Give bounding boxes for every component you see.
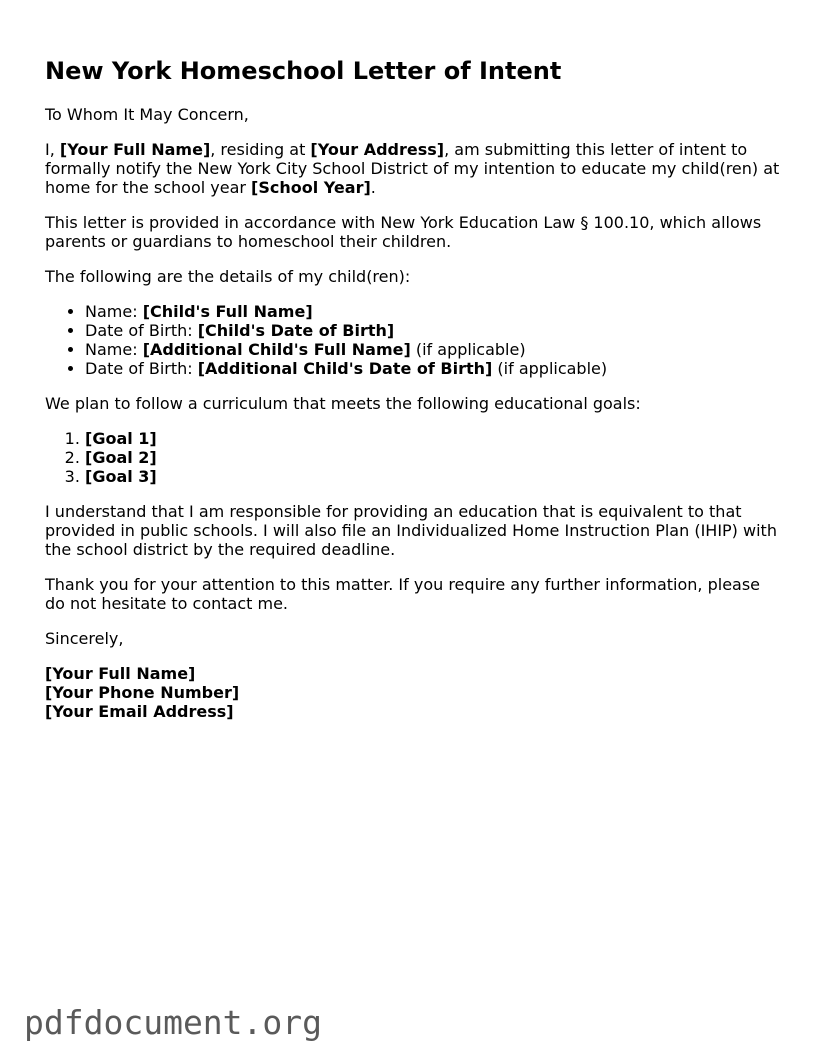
letter-page: [45, 56, 785, 721]
law-paragraph: This letter is provided in accordance with New York Education Law § 100.10, which allows parents or guardians to homeschool their children.: [45, 213, 762, 251]
child-value: [Child's Date of Birth]: [197, 321, 395, 340]
goal-value: [Goal 3]: [85, 467, 157, 486]
salutation: To Whom It May Concern,: [45, 105, 249, 124]
closing: Sincerely,: [45, 629, 124, 648]
list-item: [85, 467, 785, 486]
intro-text-4: .: [370, 178, 376, 197]
goals-intro: We plan to follow a curriculum that meets the following educational goals:: [45, 394, 641, 413]
list-item: [85, 340, 785, 359]
intro-text-2: , residing at: [210, 140, 311, 159]
responsibility-paragraph: I understand that I am responsible for providing an education that is equivalent to that provided in public schools. I will also file an Individualized Home Instruction Plan (IHIP) with the school district by the required deadline.: [45, 502, 777, 559]
child-suffix: (if applicable): [410, 340, 526, 359]
child-label: Date of Birth:: [85, 321, 198, 340]
children-list: [45, 302, 785, 378]
child-value: [Additional Child's Date of Birth]: [197, 359, 493, 378]
page-title: New York Homeschool Letter of Intent: [45, 57, 562, 85]
child-value: [Additional Child's Full Name]: [142, 340, 411, 359]
intro-text-3: , am submitting this letter of intent to formally notify the New York City School District of my intention to educate my child(ren) at home for the school year: [45, 140, 780, 197]
goal-value: [Goal 1]: [85, 429, 157, 448]
placeholder-school-year: [School Year]: [251, 178, 371, 197]
child-label: Name:: [85, 302, 143, 321]
intro-paragraph: [45, 140, 785, 197]
signature-block: [45, 664, 785, 721]
signature-name: [Your Full Name]: [45, 664, 196, 683]
child-value: [Child's Full Name]: [142, 302, 313, 321]
list-item: [85, 429, 785, 448]
child-label: Name:: [85, 340, 143, 359]
list-item: [85, 359, 785, 378]
intro-text-1: I,: [45, 140, 60, 159]
child-suffix: (if applicable): [492, 359, 608, 378]
list-item: [85, 448, 785, 467]
goals-list: [45, 429, 785, 486]
signature-email: [Your Email Address]: [45, 702, 234, 721]
placeholder-address: [Your Address]: [310, 140, 445, 159]
signature-phone: [Your Phone Number]: [45, 683, 240, 702]
placeholder-full-name: [Your Full Name]: [59, 140, 211, 159]
watermark: pdfdocument.org: [24, 1003, 323, 1042]
list-item: [85, 302, 785, 321]
list-item: [85, 321, 785, 340]
goal-value: [Goal 2]: [85, 448, 157, 467]
child-label: Date of Birth:: [85, 359, 198, 378]
thanks-paragraph: Thank you for your attention to this matter. If you require any further information, please do not hesitate to contact me.: [45, 575, 761, 613]
children-intro: The following are the details of my child(ren):: [45, 267, 411, 286]
